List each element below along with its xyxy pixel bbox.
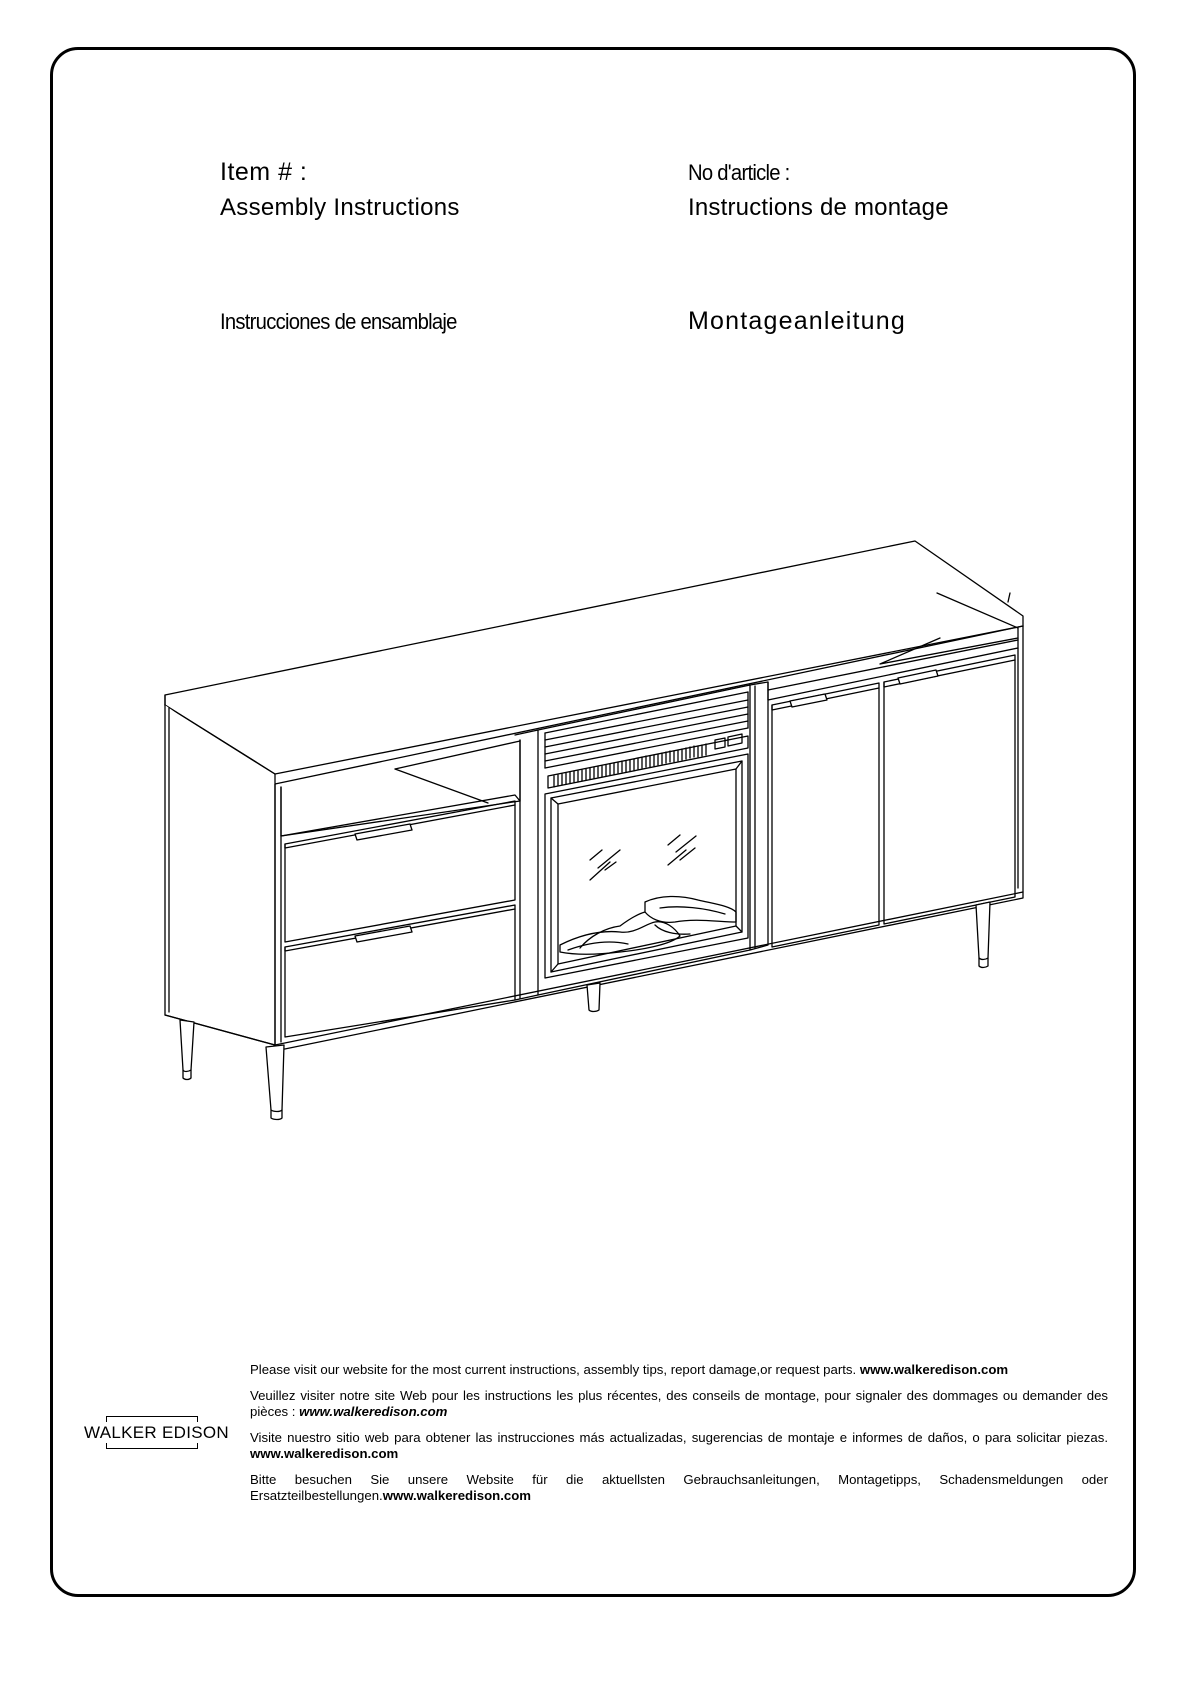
- tv-stand-fireplace-illustration: [150, 540, 1030, 1140]
- footer-french-text: Veuillez visiter notre site Web pour les instructions les plus récentes, des conseils de montage, pour signaler des dommages ou demander des pièces :: [250, 1388, 1108, 1419]
- assembly-instructions-title: Assembly Instructions: [220, 194, 460, 221]
- footer-german-text: Bitte besuchen Sie unsere Website für die aktuellsten Gebrauchsanleitungen, Montagetipps, Schadensmeldungen oder Ersatzteilbestellungen.: [250, 1472, 1108, 1503]
- logo-top-bracket: [106, 1416, 198, 1422]
- article-number-label: No d'article :: [688, 160, 790, 185]
- right-door-left: [772, 683, 879, 947]
- right-door-right: [884, 655, 1015, 924]
- leg-front-right: [976, 902, 990, 968]
- item-number-label: Item # :: [220, 158, 308, 186]
- logo-text: WALKER EDISON: [84, 1423, 229, 1442]
- footer-notice: [250, 1362, 1108, 1514]
- german-title: Montageanleitung: [688, 307, 906, 335]
- leg-back-left: [180, 1020, 194, 1080]
- footer-spanish: [250, 1430, 1108, 1462]
- footer-spanish-url[interactable]: www.walkeredison.com: [250, 1446, 399, 1461]
- footer-spanish-text: Visite nuestro sitio web para obtener las instrucciones más actualizadas, sugerencias de montaje e informes de daños, o para solicitar piezas.: [250, 1430, 1108, 1445]
- leg-middle: [587, 983, 600, 1012]
- footer-english: [250, 1362, 1108, 1378]
- leg-front-left: [266, 1045, 284, 1120]
- footer-french: [250, 1388, 1108, 1420]
- tabletop: [165, 541, 1023, 784]
- walker-edison-logo: [84, 1420, 229, 1450]
- logo-bottom-bracket: [106, 1443, 198, 1449]
- left-drawer-bottom: [285, 905, 515, 1037]
- footer-english-text: Please visit our website for the most current instructions, assembly tips, report damage,or request parts.: [250, 1362, 860, 1377]
- footer-german-url[interactable]: www.walkeredison.com: [382, 1488, 531, 1503]
- fireplace-firebox: [545, 754, 748, 978]
- fireplace-glass-reflection: [590, 835, 696, 880]
- footer-german: [250, 1472, 1108, 1504]
- left-drawer-top: [285, 801, 515, 942]
- french-title: Instructions de montage: [688, 194, 949, 221]
- spanish-title: Instrucciones de ensamblaje: [220, 309, 457, 334]
- footer-english-url[interactable]: www.walkeredison.com: [859, 1362, 1009, 1377]
- footer-french-url[interactable]: www.walkeredison.com: [299, 1404, 448, 1419]
